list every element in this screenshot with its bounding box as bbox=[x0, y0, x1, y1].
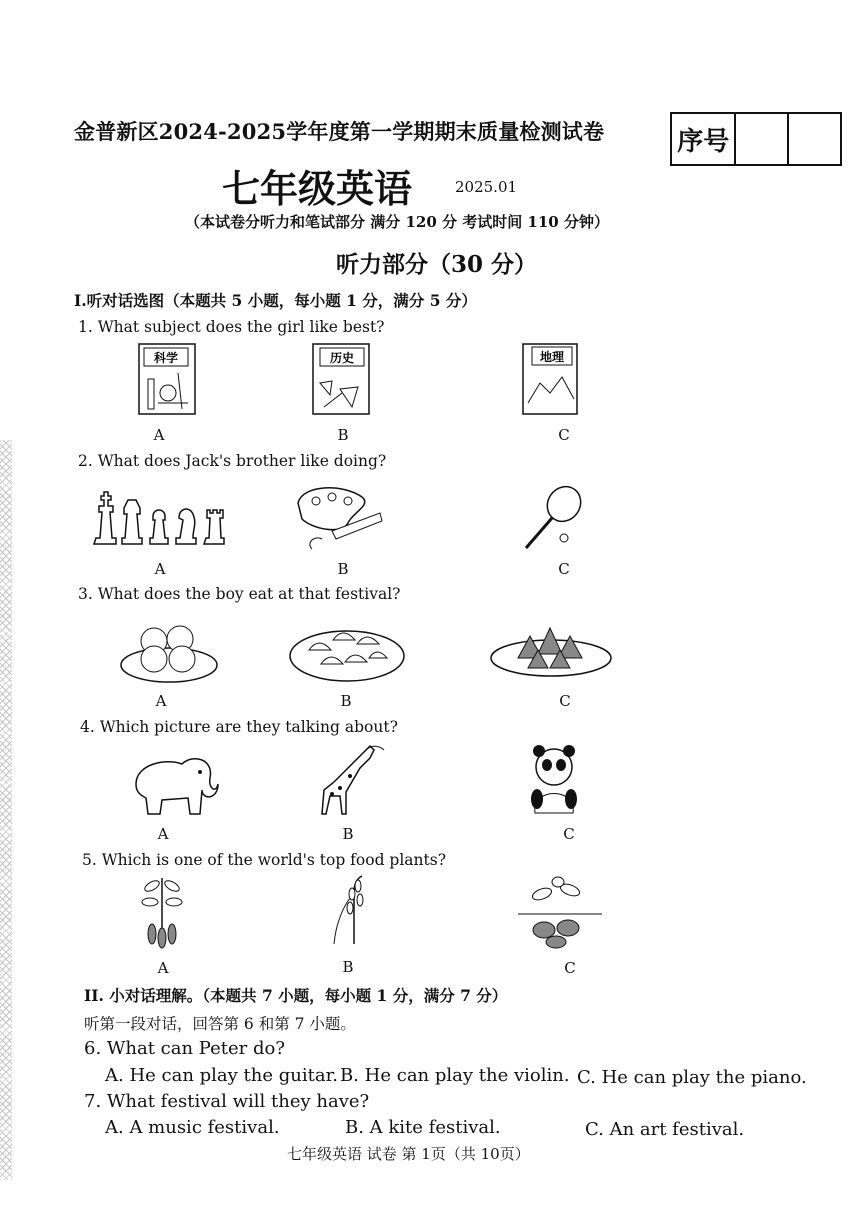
exam-title: 金普新区2024-2025学年度第一学期期末质量检测试卷 bbox=[74, 119, 605, 144]
question-6-option-b: B. He can play the violin. bbox=[340, 1065, 570, 1086]
option-label: C bbox=[558, 426, 570, 444]
question-2: 2. What does Jack's brother like doing? bbox=[78, 452, 387, 470]
sequence-cell[interactable] bbox=[736, 114, 789, 164]
option-label: C bbox=[558, 560, 570, 578]
sequence-number-box bbox=[670, 112, 842, 166]
option-label: B bbox=[337, 426, 349, 444]
option-label: A bbox=[157, 825, 169, 843]
option-label: C bbox=[559, 692, 571, 710]
tennis-racket-icon bbox=[520, 484, 586, 552]
question-4: 4. Which picture are they talking about? bbox=[80, 718, 398, 736]
book-label: 地理 bbox=[539, 350, 565, 364]
binding-margin-pattern bbox=[0, 440, 12, 1180]
dumplings-plate-icon bbox=[287, 614, 407, 684]
question-6: 6. What can Peter do? bbox=[84, 1038, 285, 1059]
peanut-plant-icon bbox=[136, 872, 188, 952]
option-label: B bbox=[340, 692, 352, 710]
subject-title: 七年级英语 bbox=[222, 166, 413, 211]
history-book-icon bbox=[312, 343, 372, 417]
question-3: 3. What does the boy eat at that festival? bbox=[78, 585, 401, 603]
geography-book-icon bbox=[522, 343, 580, 417]
section-title: 听力部分（30 分） bbox=[336, 251, 538, 278]
part2-lead: 听第一段对话，回答第 6 和第 7 小题。 bbox=[84, 1015, 356, 1033]
science-book-icon bbox=[138, 343, 198, 417]
option-label: A bbox=[155, 692, 167, 710]
painting-palette-icon bbox=[292, 483, 386, 553]
panda-icon bbox=[527, 743, 581, 817]
book-label: 科学 bbox=[153, 351, 179, 365]
chess-pieces-icon bbox=[90, 488, 244, 546]
question-6-option-c: C. He can play the piano. bbox=[577, 1067, 807, 1088]
exam-date: 2025.01 bbox=[455, 178, 518, 196]
rice-plant-icon bbox=[314, 872, 374, 948]
option-label: C bbox=[564, 959, 576, 977]
part2-instruction: II. 小对话理解。（本题共 7 小题，每小题 1 分，满分 7 分） bbox=[84, 986, 508, 1005]
sequence-cell[interactable] bbox=[789, 114, 840, 164]
potato-plant-icon bbox=[514, 874, 606, 950]
option-label: B bbox=[342, 825, 354, 843]
zongzi-plate-icon bbox=[488, 614, 614, 680]
question-7-option-c: C. An art festival. bbox=[585, 1119, 745, 1140]
book-label: 历史 bbox=[329, 351, 355, 365]
part1-instruction: I.听对话选图（本题共 5 小题，每小题 1 分，满分 5 分） bbox=[74, 291, 477, 310]
option-label: A bbox=[153, 426, 165, 444]
question-6-option-a: A. He can play the guitar. bbox=[105, 1065, 338, 1086]
question-7-option-b: B. A kite festival. bbox=[345, 1117, 501, 1138]
question-5: 5. Which is one of the world's top food plants? bbox=[82, 851, 447, 869]
option-label: A bbox=[157, 959, 169, 977]
option-label: A bbox=[154, 560, 166, 578]
giraffe-icon bbox=[302, 742, 386, 818]
option-label: C bbox=[563, 825, 575, 843]
question-7-option-a: A. A music festival. bbox=[105, 1117, 280, 1138]
page-footer: 七年级英语 试卷 第 1页（共 10页） bbox=[287, 1145, 530, 1163]
question-1: 1. What subject does the girl like best? bbox=[78, 318, 385, 336]
mooncake-plate-icon bbox=[118, 615, 220, 685]
option-label: B bbox=[337, 560, 349, 578]
option-label: B bbox=[342, 958, 354, 976]
sequence-label: 序号 bbox=[672, 114, 736, 164]
question-7: 7. What festival will they have? bbox=[84, 1091, 370, 1112]
elephant-icon bbox=[126, 744, 224, 818]
exam-note: （本试卷分听力和笔试部分 满分 120 分 考试时间 110 分钟） bbox=[185, 213, 609, 231]
